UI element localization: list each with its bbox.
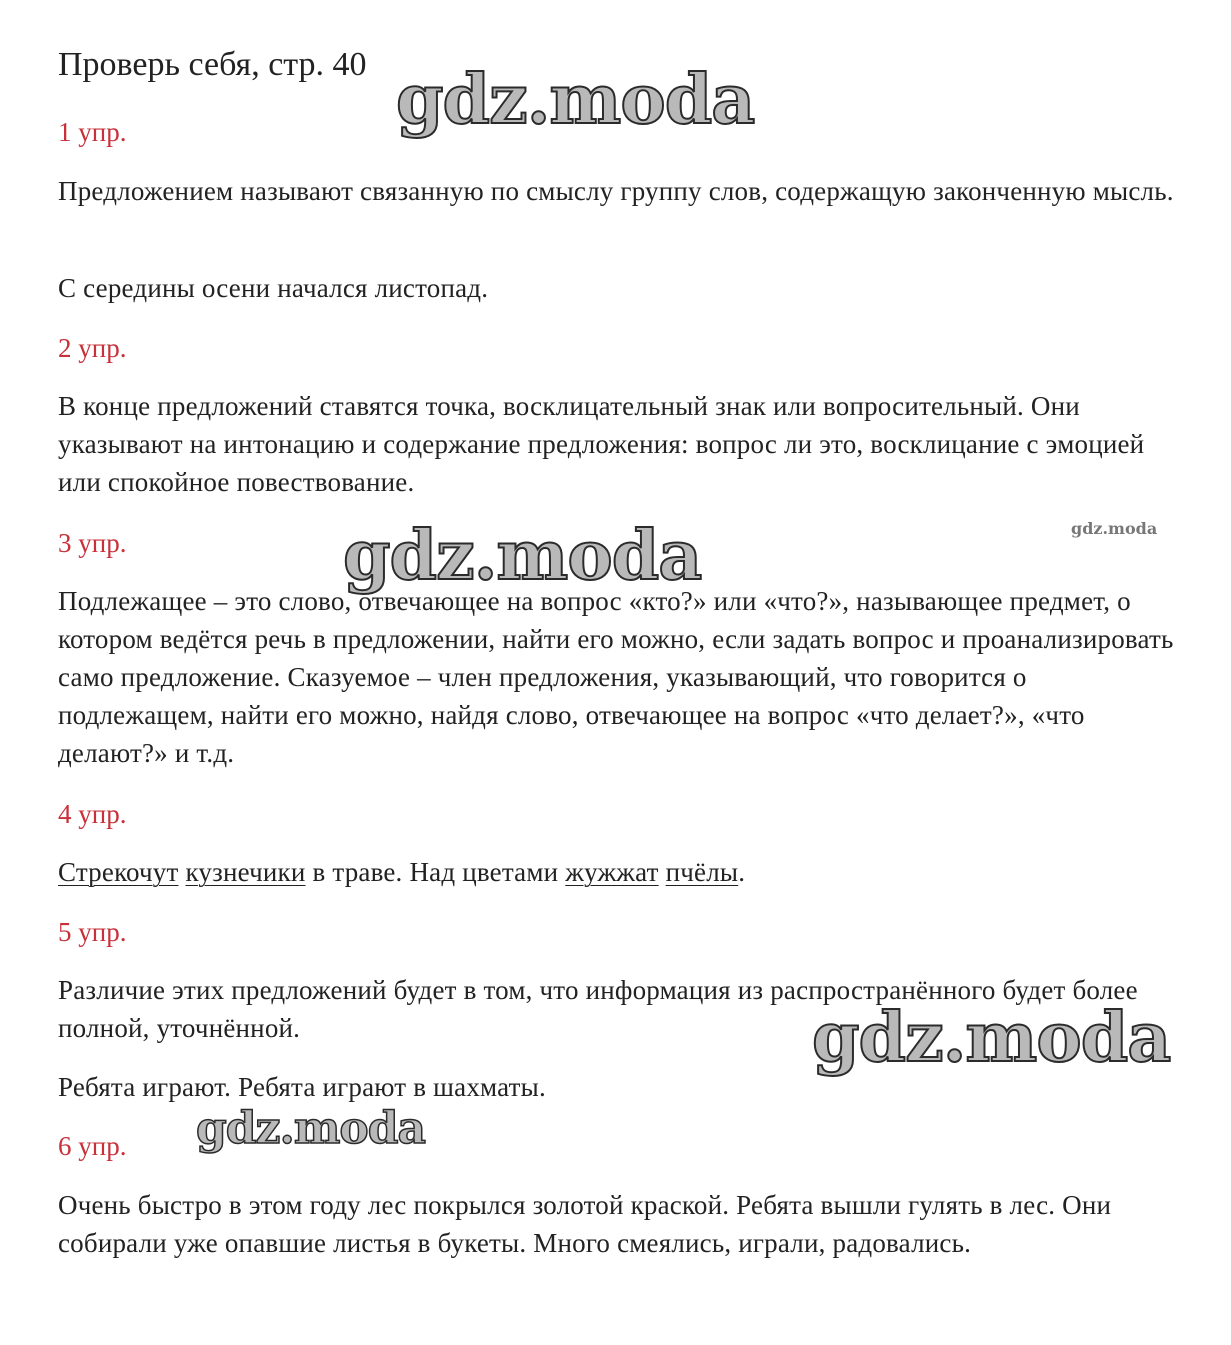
exercise-2-label: 2 упр.	[58, 333, 127, 363]
exercise-4-label: 4 упр.	[58, 799, 127, 829]
exercise-2-paragraph-1: В конце предложений ставятся точка, восклицательный знак или вопросительный. Они указывают на интонацию и содержание предложения: вопрос ли это, восклицание с эмоцией или спокойное повествование.	[58, 391, 1145, 497]
sentence-text: .	[738, 857, 746, 887]
exercise-6-label: 6 упр.	[58, 1131, 127, 1161]
exercise-1-paragraph-1: Предложением называют связанную по смыслу группу слов, содержащую законченную мысль.	[58, 176, 1174, 206]
predicate-word-2: жужжат	[565, 857, 659, 887]
exercise-3-paragraph-1: Подлежащее – это слово, отвечающее на вопрос «кто?» или «что?», называющее предмет, о котором ведётся речь в предложении, найти его можно, если задать вопрос и проанализировать само предложение. Сказуемое – член предложения, указывающий, что говорится о подлежащем, найти его можно, найдя слово, отвечающее на вопрос «что делает?», «что делают?» и т.д.	[58, 586, 1174, 768]
subject-word-2: пчёлы	[665, 857, 739, 887]
exercise-6-paragraph-1: Очень быстро в этом году лес покрылся золотой краской. Ребята вышли гулять в лес. Они собирали уже опавшие листья в букеты. Много смеялись, играли, радовались.	[58, 1190, 1112, 1258]
exercise-5-paragraph-2: Ребята играют. Ребята играют в шахматы.	[58, 1072, 546, 1102]
sentence-text: в траве. Над цветами	[305, 857, 566, 887]
page-title: Проверь себя, стр. 40	[58, 46, 367, 83]
exercise-1-label: 1 упр.	[58, 117, 127, 147]
watermark-small: gdz.moda	[1071, 519, 1158, 538]
watermark-logo: gdz.moda	[196, 1103, 426, 1154]
subject-word-1: кузнечики	[185, 857, 306, 887]
predicate-word-1: Стрекочут	[58, 857, 179, 887]
watermark-logo: gdz.moda	[396, 60, 755, 140]
exercise-5-paragraph-1: Различие этих предложений будет в том, что информация из распространённого будет более полной, уточнённой.	[58, 975, 1138, 1043]
exercise-3-label: 3 упр.	[58, 528, 127, 558]
exercise-5-label: 5 упр.	[58, 917, 127, 947]
watermark-logo: gdz.moda	[343, 516, 702, 596]
exercise-1-paragraph-2: С середины осени начался листопад.	[58, 273, 489, 303]
exercise-4-sentence	[58, 853, 1178, 891]
sentence-text	[659, 857, 666, 887]
watermark-logo: gdz.moda	[812, 998, 1171, 1078]
